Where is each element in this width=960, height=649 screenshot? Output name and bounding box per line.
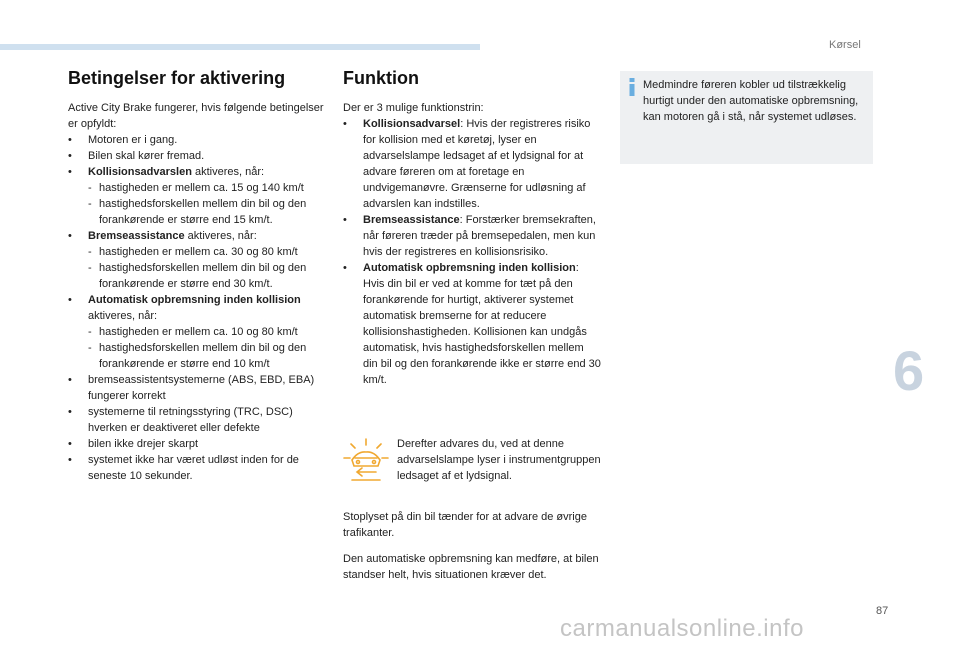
- sub-list-item: - hastighedsforskellen mellem din bil og den forankørende er større end 30 km/t.: [68, 260, 326, 292]
- activation-conditions-column: [68, 67, 326, 484]
- list-item: • Kollisionsadvarsel: Hvis der registreres risiko for kollision med et køretøj, lyser en advarselslampe ledsaget af et lydsignal for at advare føreren om at foretage en undvigemanøvre. Grænserne for udløsning af advarslen kan indstilles.: [343, 116, 601, 212]
- warning-lamp-text: Derefter advares du, ved at denne advarselslampe lyser i instrumentgruppen ledsaget af et lydsignal.: [397, 438, 601, 482]
- list-item: • bremseassistentsystemerne (ABS, EBD, EBA) fungerer korrekt: [68, 372, 326, 404]
- activation-intro: Active City Brake fungerer, hvis følgende betingelser er opfyldt:: [68, 102, 324, 130]
- info-icon: [627, 78, 637, 96]
- function-heading: Funktion: [343, 68, 419, 88]
- list-item: • Bremseassistance aktiveres, når:: [68, 228, 326, 244]
- list-item: • Kollisionsadvarslen aktiveres, når:: [68, 164, 326, 180]
- sub-list-item: - hastighedsforskellen mellem din bil og den forankørende er større end 15 km/t.: [68, 196, 326, 228]
- brake-light-paragraph: Stoplyset på din bil tænder for at advare de øvrige trafikanter.: [343, 511, 587, 539]
- list-item: • Automatisk opbremsning inden kollision aktiveres, når:: [68, 292, 326, 324]
- list-item: • Motoren er i gang.: [68, 132, 326, 148]
- sub-list-item: - hastigheden er mellem ca. 30 og 80 km/t: [68, 244, 326, 260]
- list-item: • bilen ikke drejer skarpt: [68, 436, 326, 452]
- activation-conditions-heading: Betingelser for aktivering: [68, 68, 286, 88]
- list-item: • Bilen skal kører fremad.: [68, 148, 326, 164]
- function-intro: Der er 3 mulige funktionstrin:: [343, 102, 484, 114]
- list-item: • Automatisk opbremsning inden kollision: Hvis din bil er ved at komme for tæt på den forankørende for hurtigt, aktiverer systemet automatisk bremserne for at reducere kollisionshastigheden. Kollisionen kan undgås automatisk, hvis hastighedsforskellen mellem din bil og den forankørende ikke er større end 30 km/t.: [343, 260, 601, 388]
- list-item: • Bremseassistance: Forstærker bremsekraften, når føreren træder på bremsepedalen, men kun hvis der registreres en kollisionsrisiko.: [343, 212, 601, 260]
- full-stop-paragraph: Den automatiske opbremsning kan medføre, at bilen standser helt, hvis situationen kræver det.: [343, 553, 599, 581]
- collision-warning-lamp-icon: [343, 438, 389, 484]
- watermark: carmanualsonline.info: [560, 615, 804, 642]
- function-stages-list: [343, 116, 601, 388]
- function-column: [343, 67, 601, 388]
- section-title: Kørsel: [829, 39, 861, 51]
- after-warning-paragraphs: [343, 509, 601, 583]
- header-accent-bar: [0, 44, 480, 50]
- page-number: 87: [876, 605, 889, 617]
- sub-list-item: - hastighedsforskellen mellem din bil og den forankørende er større end 10 km/t: [68, 340, 326, 372]
- list-item: • systemerne til retningsstyring (TRC, DSC) hverken er deaktiveret eller defekte: [68, 404, 326, 436]
- activation-conditions-list: [68, 132, 326, 484]
- chapter-number: 6: [893, 339, 925, 402]
- warning-lamp-block: [343, 436, 601, 484]
- list-item: • systemet ikke har været udløst inden for de seneste 10 sekunder.: [68, 452, 326, 484]
- sub-list-item: - hastigheden er mellem ca. 10 og 80 km/t: [68, 324, 326, 340]
- sub-list-item: - hastigheden er mellem ca. 15 og 140 km/t: [68, 180, 326, 196]
- info-text: Medmindre føreren kobler ud tilstrækkelig hurtigt under den automatiske opbremsning, kan motoren gå i stå, når systemet udløses.: [643, 79, 859, 123]
